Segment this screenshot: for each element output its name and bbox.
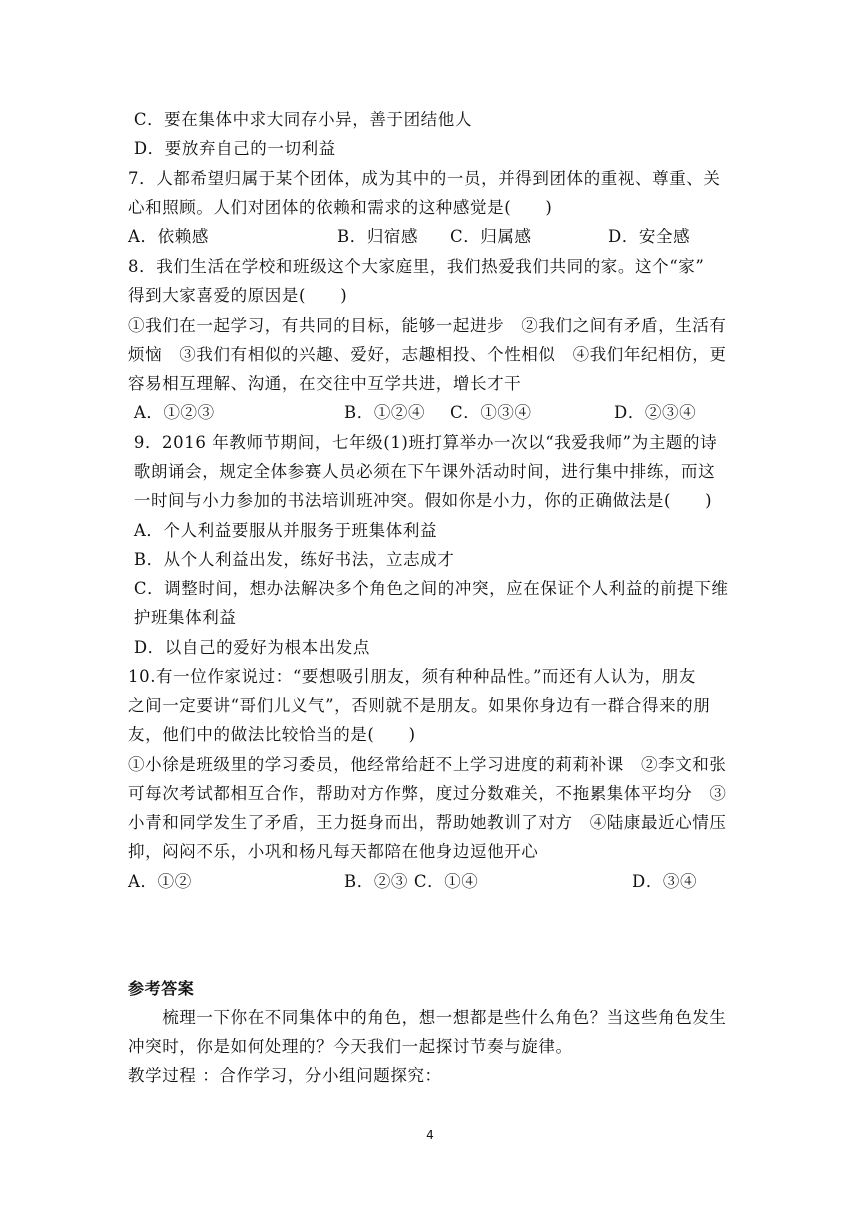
answer-line-1: 梳理一下你在不同集体中的角色，想一想都是些什么角色？当这些角色发生 [128,1008,727,1027]
q10-option-b-c: B．②③ C．①④ [344,872,479,891]
q8-option-d: D．②③④ [614,403,697,422]
q8-statement-line-1: ①我们在一起学习，有共同的目标，能够一起进步 ②我们之间有矛盾，生活有 [128,316,727,335]
q10-statement-line-2: 可每次考试都相互合作，帮助对方作弊，度过分数难关，不拖累集体平均分 ③ [128,784,727,803]
q9-stem-line-1: 9．2016 年教师节期间，七年级(1)班打算举办一次以“我爱我师”为主题的诗 [128,433,718,452]
q9-option-a: A．个人利益要服从并服务于班集体利益 [128,521,438,540]
q8-stem-line-1: 8．我们生活在学校和班级这个大家庭里，我们热爱我们共同的家。这个“家” [128,257,705,276]
q9-option-c-line-1: C．调整时间，想办法解决多个角色之间的冲突，应在保证个人利益的前提下维 [128,579,729,598]
answer-line-3: 教学过程 ：合作学习，分小组问题探究： [128,1066,442,1085]
q9-option-b: B．从个人利益出发，练好书法，立志成才 [128,550,455,569]
q10-statement-line-1: ①小徐是班级里的学习委员，他经常给赶不上学习进度的莉莉补课 ②李文和张 [128,755,727,774]
q10-statement-line-4: 抑，闷闷不乐，小巩和杨凡每天都陪在他身边逗他开心 [128,842,539,861]
q7-stem-line-1: 7．人都希望归属于某个团体，成为其中的一员，并得到团体的重视、尊重、关 [128,169,721,188]
answer-line-2: 冲突时，你是如何处理的？今天我们一起探讨节奏与旋律。 [128,1037,573,1056]
q8-option-a: A．①②③ [128,403,215,422]
q8-stem-line-2: 得到大家喜爱的原因是( ) [128,286,348,305]
q8-option-b: B．①②④ [344,403,426,422]
q7-option-d: D．安全感 [608,227,691,246]
q9-stem-line-2: 歌朗诵会，规定全体参赛人员必须在下午课外活动时间，进行集中排练，而这 [128,462,716,481]
q8-statement-line-3: 容易相互理解、沟通，在交往中互学共进，增长才干 [128,374,522,393]
q9-option-d: D．以自己的爱好为根本出发点 [128,638,370,657]
q7-option-a: A．依赖感 [128,227,209,246]
q9-option-c-line-2: 护班集体利益 [128,608,237,627]
q10-option-a: A．①② [128,872,192,891]
q6-option-c: C．要在集体中求大同存小异，善于团结他人 [128,110,472,129]
q7-stem-line-2: 心和照顾。人们对团体的依赖和需求的这种感觉是( ) [128,198,553,217]
q9-stem-line-3: 一时间与小力参加的书法培训班冲突。假如你是小力，你的正确做法是( ) [128,491,713,510]
q10-stem-line-3: 友，他们中的做法比较恰当的是( ) [128,725,416,744]
q10-stem-line-2: 之间一定要讲“哥们儿义气”，否则就不是朋友。如果你身边有一群合得来的朋 [128,696,711,715]
q10-stem-line-1: 10.有一位作家说过：“要想吸引朋友，须有种种品性。”而还有人认为，朋友 [128,667,696,686]
q7-option-b: B．归宿感 [337,227,419,246]
q8-statement-line-2: 烦恼 ③我们有相似的兴趣、爱好，志趣相投、个性相似 ④我们年纪相仿，更 [128,345,727,364]
page-number: 4 [426,1128,434,1142]
q7-option-c: C．归属感 [450,227,532,246]
q10-option-d: D．③④ [632,872,698,891]
answer-heading: 参考答案 [128,979,195,998]
q6-option-d: D．要放弃自己的一切利益 [128,139,336,158]
q10-statement-line-3: 小青和同学发生了矛盾，王力挺身而出，帮助她教训了对方 ④陆康最近心情压 [128,813,727,832]
q8-option-c: C．①③④ [450,403,532,422]
